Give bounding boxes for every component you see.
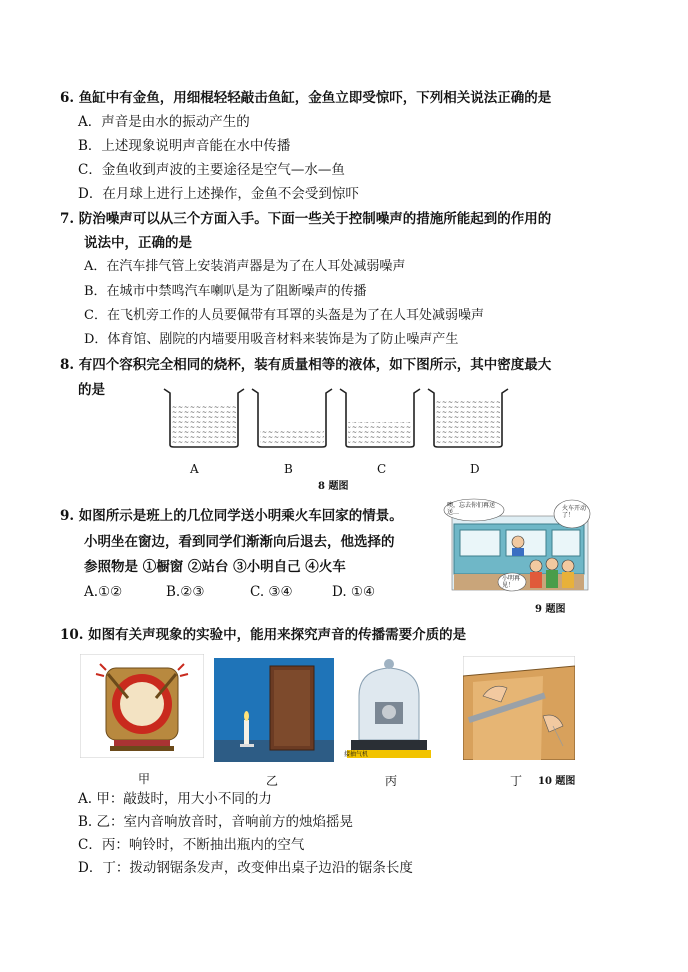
q6-option-d: D．在月球上进行上述操作，金鱼不会受到惊吓 (78, 186, 359, 202)
beaker-liquid (260, 429, 324, 447)
q10-option-d: D．丁：拨动钢锯条发声，改变伸出桌子边沿的锯条长度 (78, 860, 413, 876)
q9-stem-line1: 9. 如图所示是班上的几位同学送小明乘火车回家的情景。 (60, 508, 403, 524)
q8-stem-line1: 8. 有四个容积完全相同的烧杯，装有质量相等的液体，如下图所示，其中密度最大 (60, 357, 552, 373)
figure-label-bing: 丙 (385, 774, 398, 788)
q8-stem-line2: 的是 (78, 382, 105, 398)
q7-option-d: D．体育馆、剧院的内墙要用吸音材料来装饰是为了防止噪声产生 (84, 332, 459, 347)
speech-bubble-bottom: 小明再见！ (502, 575, 521, 589)
q10-figure-caption: 10 题图 (538, 776, 576, 787)
q10-stem: 10. 如图有关声现象的实验中，能用来探究声音的传播需要介质的是 (60, 627, 467, 643)
beaker-d (428, 389, 508, 447)
beakers-figure (160, 385, 520, 455)
q7-option-a: A．在汽车排气管上安装消声器是为了在人耳处减弱噪声 (84, 259, 406, 274)
q9-option-b: B.②③ (166, 584, 205, 600)
q10-option-c: C．丙：响铃时，不断抽出瓶内的空气 (78, 837, 305, 853)
q10-option-b: B. 乙：室内音响放音时，音响前方的烛焰摇晃 (78, 814, 354, 830)
beaker-liquid (172, 406, 236, 447)
q6-stem: 6. 鱼缸中有金鱼，用细棍轻轻敲击鱼缸，金鱼立即受惊吓，下列相关说法正确的是 (60, 90, 552, 106)
figure-label-yi: 乙 (266, 774, 279, 788)
beaker-liquid (348, 422, 412, 447)
q9-option-a: A.①② (84, 584, 123, 600)
q7-stem-line1: 7. 防治噪声可以从三个方面入手。下面一些关于控制噪声的措施所能起到的作用的 (60, 211, 552, 227)
speaker-candle-photo (214, 658, 334, 762)
q9-figure-caption: 9 题图 (535, 604, 566, 615)
beaker-label-c: C (377, 462, 387, 476)
q6-option-a: A．声音是由水的振动产生的 (78, 114, 250, 130)
q7-option-c: C．在飞机旁工作的人员要佩带有耳罩的头盔是为了在人耳处减弱噪声 (84, 308, 484, 323)
q9-stem-line3: 参照物是 ①橱窗 ②站台 ③小明自己 ④火车 (84, 559, 346, 575)
q10-option-a: A. 甲：敲鼓时，用大小不同的力 (78, 791, 272, 807)
q9-stem-line2: 小明坐在窗边，看到同学们渐渐向后退去，他选择的 (84, 534, 395, 550)
q9-option-c: C. ③④ (250, 584, 293, 600)
drum-picture (80, 654, 204, 758)
bell-jar-photo (341, 656, 437, 760)
speech-bubble-left: 噢，忘去你们再送送… (447, 502, 496, 516)
figure-label-jia: 甲 (138, 772, 151, 786)
beaker-label-d: D (470, 462, 480, 476)
q7-stem-line2: 说法中，正确的是 (84, 235, 192, 251)
beaker-c (340, 389, 420, 447)
beaker-liquid (436, 400, 500, 447)
beaker-label-b: B (284, 462, 293, 476)
q6-option-c: C．金鱼收到声波的主要途径是空气—水—鱼 (78, 162, 345, 178)
q6-option-b: B．上述现象说明声音能在水中传播 (78, 138, 291, 154)
beaker-label-a: A (190, 462, 199, 476)
saw-blade-picture (463, 656, 575, 760)
beaker-b (252, 389, 332, 447)
q9-option-d: D. ①④ (332, 584, 376, 600)
q7-option-b: B．在城市中禁鸣汽车喇叭是为了阻断噪声的传播 (84, 284, 367, 299)
q8-figure-caption: 8 题图 (318, 481, 349, 492)
beaker-a (164, 389, 244, 447)
figure-label-ding: 丁 (510, 774, 523, 788)
speech-bubble-right: 火车开动了！ (562, 505, 587, 519)
pump-label: 接抽气机 (344, 751, 369, 758)
